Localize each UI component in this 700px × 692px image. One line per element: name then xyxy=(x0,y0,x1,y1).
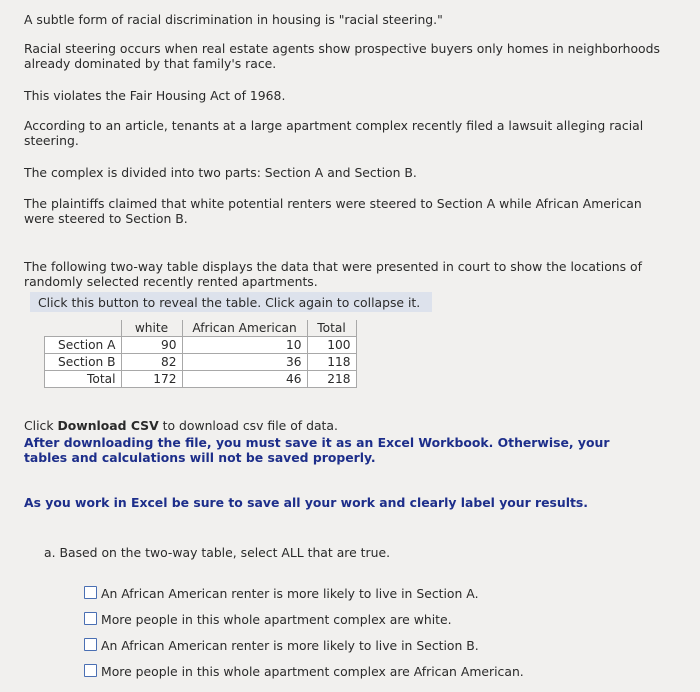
table-cell: 100 xyxy=(307,337,356,354)
table-header-row xyxy=(45,320,357,337)
option-label: An African American renter is more likely to live in Section A. xyxy=(101,586,479,601)
option-label: More people in this whole apartment complex are white. xyxy=(101,612,452,627)
intro-paragraph-2: Racial steering occurs when real estate agents show prospective buyers only homes in neighborhoods already dominated by that family's race. xyxy=(24,41,660,71)
table-cell: 118 xyxy=(307,354,356,371)
table-cell: 90 xyxy=(121,337,182,354)
table-cell: 46 xyxy=(182,371,307,388)
table-cell: 172 xyxy=(121,371,182,388)
intro-paragraph-6: The plaintiffs claimed that white potential renters were steered to Section A while African American were steered to Section B. xyxy=(24,196,642,226)
option-4[interactable] xyxy=(84,664,524,680)
option-label: An African American renter is more likely to live in Section B. xyxy=(101,638,479,653)
intro-paragraph-7: The following two-way table displays the data that were presented in court to show the locations of randomly selected recently rented apartments. xyxy=(24,259,642,289)
table-row xyxy=(45,337,357,354)
save-lead: After downloading the file, xyxy=(24,435,212,450)
excel-workbook: Excel Workbook. xyxy=(377,435,494,450)
column-header: African American xyxy=(182,320,307,337)
option-label: More people in this whole apartment complex are African American. xyxy=(101,664,524,679)
intro-paragraph-4: According to an article, tenants at a large apartment complex recently filed a lawsuit alleging racial steering. xyxy=(24,118,644,148)
option-2[interactable] xyxy=(84,612,452,628)
checkbox[interactable] xyxy=(84,586,97,599)
intro-paragraph-3: This violates the Fair Housing Act of 1968. xyxy=(24,88,286,103)
table-cell: 36 xyxy=(182,354,307,371)
two-way-table xyxy=(44,320,357,388)
checkbox[interactable] xyxy=(84,612,97,625)
table-corner-cell xyxy=(45,320,122,337)
row-header: Total xyxy=(45,371,122,388)
row-header: Section B xyxy=(45,354,122,371)
table-cell: 82 xyxy=(121,354,182,371)
table-cell: 10 xyxy=(182,337,307,354)
column-header: Total xyxy=(307,320,356,337)
intro-paragraph-1: A subtle form of racial discrimination in housing is "racial steering." xyxy=(24,12,443,27)
download-instructions xyxy=(24,418,664,433)
download-suffix: to download csv file of data. xyxy=(158,418,338,433)
table-row xyxy=(45,371,357,388)
save-mid-1: you must xyxy=(211,435,286,450)
download-csv-link[interactable]: Download CSV xyxy=(57,418,159,433)
intro-paragraph-5: The complex is divided into two parts: Section A and Section B. xyxy=(24,165,417,180)
table-row xyxy=(45,354,357,371)
save-as: save it as xyxy=(285,435,352,450)
checkbox[interactable] xyxy=(84,638,97,651)
checkbox[interactable] xyxy=(84,664,97,677)
option-1[interactable] xyxy=(84,586,479,602)
save-mid-2: an xyxy=(351,435,378,450)
column-header: white xyxy=(121,320,182,337)
excel-note: As you work in Excel be sure to save all your work and clearly label your results. xyxy=(24,495,589,510)
save-rest: Otherwise, your tables and calculations will not be saved properly. xyxy=(24,435,610,465)
reveal-table-button[interactable]: Click this button to reveal the table. Click again to collapse it. xyxy=(30,292,432,312)
table-cell: 218 xyxy=(307,371,356,388)
question-prompt: a. Based on the two-way table, select ALL that are true. xyxy=(44,545,391,560)
save-instructions xyxy=(24,435,654,465)
download-prefix: Click xyxy=(24,418,58,433)
option-3[interactable] xyxy=(84,638,479,654)
row-header: Section A xyxy=(45,337,122,354)
